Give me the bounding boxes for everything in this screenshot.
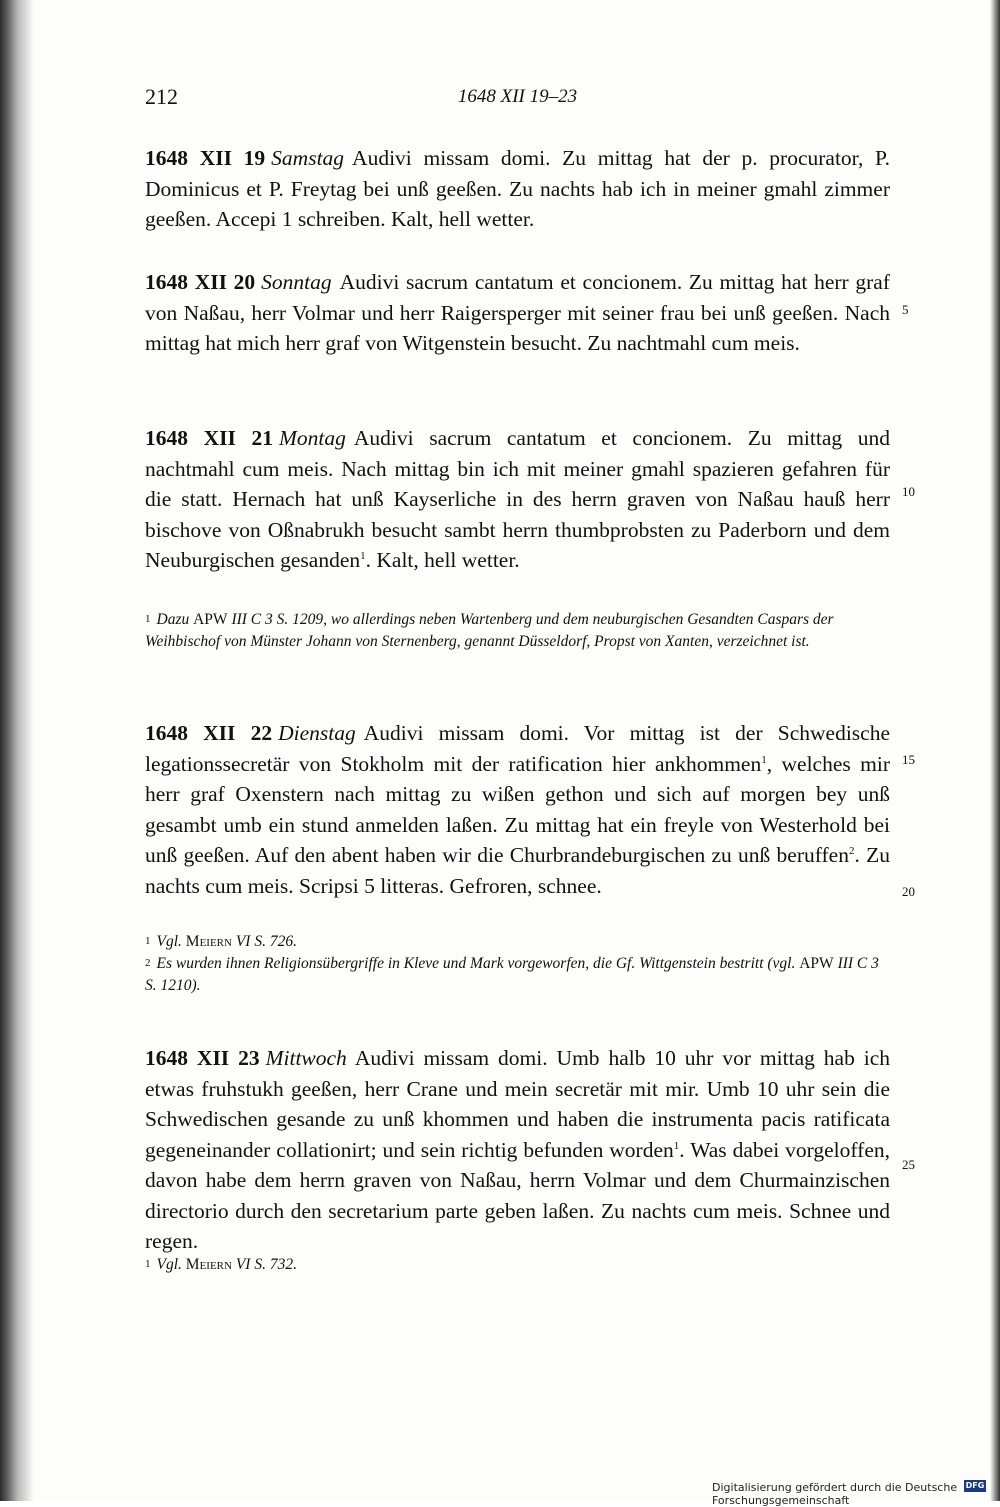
entry-date: 1648 XII 19: [145, 146, 266, 170]
entry-date: 1648 XII 22: [145, 721, 273, 745]
footnote-text: VI S. 732.: [231, 1256, 297, 1273]
entry-weekday: Samstag: [271, 146, 345, 170]
scan-shadow-left: [0, 0, 34, 1501]
footnote-text: VI S. 726.: [231, 933, 297, 950]
footnote-text: Dazu: [156, 611, 194, 628]
entry-date: 1648 XII 20: [145, 270, 256, 294]
entry-text: Audivi sacrum cantatum et concionem. Zu mittag hat herr graf von Naßau, herr Volmar und herr Raigersperger mit seiner frau bei unß geeßen. Nach mittag hat mich herr graf von Witgenstein besucht. Zu nachtmahl cum meis.: [145, 270, 890, 355]
footnote-number: 2: [145, 957, 151, 969]
footnote: [145, 953, 890, 996]
entry-text: . Zu nachts cum meis. Scripsi 5 litteras. Gefroren, schnee.: [145, 843, 890, 898]
running-head: [145, 84, 890, 114]
entry-text: Audivi missam domi. Zu mittag hat der p. procurator, P. Dominicus et P. Freytag bei unß geeßen. Zu nachts hab ich in meiner gmahl zimmer geeßen. Accepi 1 schreiben. Kalt, hell wetter.: [145, 146, 891, 231]
line-number: 15: [902, 752, 915, 767]
footnote: [145, 609, 890, 652]
entry-text: Audivi missam domi. Vor mittag ist der Schwedische legationssecretär von Stokholm mit der ratification hier ankhommen: [145, 721, 891, 776]
footnote-ref[interactable]: 1: [761, 753, 767, 766]
entry-text: Audivi sacrum cantatum et concionem. Zu mittag und nachtmahl cum meis. Nach mittag bin ich mit meiner gmahl spazieren gefahren für die statt. Hernach hat unß Kayserliche in des herrn graven von Naßau hauß herr bischove von Oßnabrukh besucht sambt herrn thumbprobsten zu Paderborn und dem Neuburgischen gesanden: [145, 426, 890, 572]
footnote-abbrev: APW: [193, 611, 228, 628]
footnote-text: Vgl.: [156, 933, 186, 950]
entry-text: , welches mir herr graf Oxenstern nach mittag zu wißen gethon und sich auf morgen bey unß gesambt umb ein stund anmelden laßen. Zu mittag hat ein freyle von Westerhold bei unß geeßen. Auf den abent haben wir die Churbrandeburgischen zu unß beruffen: [145, 751, 890, 867]
diary-entry: [145, 1043, 890, 1257]
dfg-logo: DFG: [965, 1481, 985, 1490]
footnote-ref[interactable]: 1: [673, 1139, 680, 1152]
footnote-text: III C 3 S. 1210).: [145, 955, 879, 994]
footnote-ref[interactable]: 1: [360, 549, 366, 562]
footnote-abbrev: APW: [799, 955, 834, 972]
entry-date: 1648 XII 21: [145, 426, 273, 450]
footnote-number: 1: [145, 935, 151, 947]
page-number: 212: [145, 84, 178, 109]
diary-entry: [145, 423, 890, 576]
footnote-author: Meiern: [185, 1256, 232, 1273]
footnote-text: Es wurden ihnen Religionsübergriffe in Kleve und Mark vorgeworfen, die Gf. Wittgenstein bestritt (vgl.: [156, 955, 800, 972]
line-number: 20: [902, 884, 915, 899]
footnote-text: III C 3 S. 1209, wo allerdings neben Wartenberg und dem neuburgischen Gesandten Caspars der Weihbischof von Münster Johann von Sternenberg, genannt Düsseldorf, Propst von Xanten, verzeichnet ist.: [145, 611, 834, 650]
footnote-author: Meiern: [185, 933, 232, 950]
entry-text: . Was dabei vorgeloffen, davon habe dem herrn graven von Naßau, herrn Volmar und dem Churmainzischen directorio durch den secretarium parte geben laßen. Zu nachts cum meis. Schnee und regen.: [145, 1137, 890, 1253]
entry-date: 1648 XII 23: [145, 1046, 260, 1070]
footnote: [145, 1254, 890, 1276]
entry-weekday: Dienstag: [278, 721, 356, 745]
diary-entry: [145, 143, 890, 235]
digitization-credit: Digitalisierung gefördert durch die Deutsche Forschungsgemeinschaft: [712, 1481, 958, 1507]
line-number: 25: [902, 1157, 915, 1172]
footnote: [145, 931, 890, 953]
entry-weekday: Sonntag: [261, 270, 332, 294]
footnote-ref[interactable]: 2: [848, 844, 855, 857]
diary-entry: [145, 267, 890, 359]
entry-weekday: Montag: [278, 426, 346, 450]
scan-shadow-right: [990, 0, 1000, 1501]
footnote-text: Vgl.: [156, 1256, 186, 1273]
footnote-number: 1: [145, 1258, 151, 1270]
diary-entry: [145, 718, 890, 901]
line-number: 10: [902, 484, 915, 499]
line-number: 5: [902, 302, 909, 317]
entry-text: . Kalt, hell wetter.: [365, 548, 520, 572]
running-title: 1648 XII 19–23: [457, 86, 578, 107]
footnote-number: 1: [145, 613, 151, 625]
entry-weekday: Mittwoch: [265, 1046, 347, 1070]
entry-text: Audivi missam domi. Umb halb 10 uhr vor mittag hab ich etwas fruhstukh geeßen, herr Crane und mein secretär mit mir. Umb 10 uhr sein die Schwedischen gesande zu unß khommen und haben die instrumenta pacis ratificata gegeneinander collationirt; und sein richtig befunden worden: [145, 1046, 890, 1162]
